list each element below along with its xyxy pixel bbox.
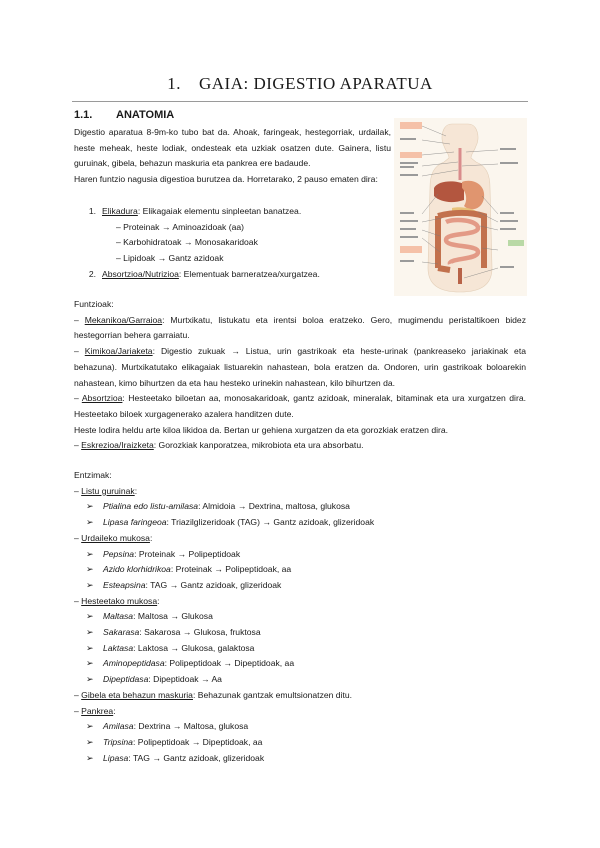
step-term: Absortzioa/Nutrizioa — [102, 268, 179, 279]
function-item — [74, 344, 526, 391]
chapter-title-text: GAIA: DIGESTIO APARATUA — [198, 74, 433, 93]
section-heading — [74, 109, 174, 121]
enzyme-reaction: : Proteinak → Polipeptidoak, aa — [170, 564, 292, 575]
enzyme-reaction: : Polipeptidoak → Dipeptidoak, aa — [132, 736, 263, 747]
group-name: Hesteetako mukosa — [81, 595, 158, 606]
enzyme-name: Lipasa faringeoa — [103, 517, 167, 528]
arrow-bullet-icon: ➢ — [86, 721, 94, 732]
enzyme-item — [74, 499, 526, 515]
enzyme-name: Sakarasa — [103, 627, 140, 638]
enzyme-name: Aminopeptidasa — [103, 658, 165, 669]
enzyme-name: Pepsina — [103, 548, 135, 559]
functions-section — [74, 297, 526, 454]
enzyme-reaction: : Triazilglizeridoak (TAG) → Gantz azidoak, glizeridoak — [166, 517, 375, 528]
arrow-bullet-icon: ➢ — [86, 642, 94, 653]
enzyme-name: Laktasa — [103, 642, 134, 653]
function-term: Kimikoa/Jariaketa — [84, 346, 153, 357]
enzyme-item — [74, 515, 526, 531]
list-number: 1. — [88, 206, 96, 216]
step-term: Elikadura — [102, 206, 138, 216]
enzyme-reaction: : Sakarosa → Glukosa, fruktosa — [139, 627, 261, 638]
enzymes-heading: Entzimak: — [74, 470, 112, 480]
list-subitem: – Karbohidratoak → Monosakaridoak — [116, 237, 258, 248]
enzyme-item — [74, 672, 526, 688]
enzyme-group-title: – Pankrea: — [74, 705, 116, 716]
group-name: Urdaileko mukosa — [81, 532, 150, 543]
item-prefix: – — [74, 440, 82, 451]
digestive-system-diagram — [394, 118, 527, 296]
arrow-bullet-icon: ➢ — [86, 736, 94, 747]
group-description: : Behazunak gantzak emultsionatzen ditu. — [192, 689, 353, 700]
enzyme-item — [74, 719, 526, 735]
enzyme-group-title: – Urdaileko mukosa: — [74, 532, 153, 543]
digestive-system-illustration — [394, 118, 527, 296]
group-name: Gibela eta behazun maskuria — [81, 689, 193, 700]
section-title: ANATOMIA — [116, 109, 175, 121]
enzyme-item — [74, 641, 526, 657]
list-subitem: – Lipidoak → Gantz azidoak — [116, 253, 224, 264]
enzyme-group-title: – Gibela eta behazun maskuria: Behazunak gantzak emultsionatzen ditu. — [74, 689, 353, 700]
chapter-title — [0, 74, 600, 94]
enzyme-name: Tripsina — [103, 736, 133, 747]
function-text: : Digestio zukuak → Listua, urin gastrikoak eta heste-urinak (pankreaseko jariakinak eta behazuna). Murtxikatutako elikagaiak listuarekin nahastean, bola eratzen da. Ondoren, urin gastrikoak boloarekin nahastean, kimo bihurtzen da eta hau hesteko urinekin nahastean, kilo bihurtzen da. — [74, 346, 526, 388]
enzyme-group-title: – Listu guruinak: — [74, 485, 138, 496]
enzyme-item — [74, 735, 526, 751]
enzyme-name: Amilasa — [103, 721, 134, 732]
enzyme-name: Dipeptidasa — [103, 674, 149, 685]
function-text: : Hesteetako biloetan aa, monosakaridoak, gantz azidoak, mineralak, bitaminak eta ura xurgatzen dira. Hesteetako biloek xurgagenerako azalera handitzen dute. — [74, 393, 526, 419]
function-term: Absortzioa — [81, 393, 123, 404]
step-text: : Elementuak barneratzea/xurgatzea. — [178, 268, 320, 279]
function-term: Mekanikoa/Garraioa — [84, 314, 163, 325]
arrow-bullet-icon: ➢ — [86, 752, 94, 763]
intro-paragraphs — [74, 125, 391, 188]
enzyme-name: Azido klorhidrikoa — [103, 564, 171, 575]
list-item — [74, 267, 394, 283]
arrow-bullet-icon: ➢ — [86, 627, 94, 638]
enzyme-reaction: : Dipeptidoak → Aa — [148, 674, 222, 685]
enzyme-name: Lipasa — [103, 752, 129, 763]
arrow-bullet-icon: ➢ — [86, 517, 94, 528]
enzymes-section — [74, 468, 526, 766]
enzyme-name: Esteapsina — [103, 579, 146, 590]
enzyme-reaction: : Proteinak → Polipeptidoak — [134, 548, 241, 559]
step-text: : Elikagaiak elementu sinpleetan banatzea. — [137, 206, 302, 216]
function-note: Heste lodira heldu arte kiloa likidoa da. Bertan ur gehiena xurgatzen da eta gorozkiak eratzen dira. — [74, 424, 449, 435]
enzyme-group-title: – Hesteetako mukosa: — [74, 595, 160, 606]
function-term: Eskrezioa/Iraizketa — [81, 440, 154, 451]
arrow-bullet-icon: ➢ — [86, 501, 94, 512]
function-text: : Gorozkiak kanporatzea, mikrobiota eta ura absorbatu. — [153, 440, 364, 451]
list-number: 2. — [88, 268, 96, 279]
digestion-steps-list — [74, 204, 394, 282]
arrow-bullet-icon: ➢ — [86, 564, 94, 575]
list-subitem: – Proteinak → Aminoazidoak (aa) — [116, 221, 245, 232]
arrow-bullet-icon: ➢ — [86, 658, 94, 669]
enzyme-name: Ptialina edo listu-amilasa — [103, 501, 199, 512]
enzyme-reaction: : TAG → Gantz azidoak, glizeridoak — [145, 579, 282, 590]
title-divider — [72, 101, 528, 102]
function-item — [74, 313, 526, 344]
group-name: Listu guruinak — [81, 485, 135, 496]
enzyme-name: Maltasa — [103, 611, 134, 622]
functions-heading: Funtzioak: — [74, 299, 114, 309]
enzyme-item — [74, 751, 526, 767]
enzyme-reaction: : Maltosa → Glukosa — [133, 611, 213, 622]
arrow-bullet-icon: ➢ — [86, 548, 94, 559]
section-number: 1.1. — [74, 109, 93, 121]
arrow-bullet-icon: ➢ — [86, 674, 94, 685]
enzyme-reaction: : TAG → Gantz azidoak, glizeridoak — [128, 752, 265, 763]
enzyme-item — [74, 547, 526, 563]
enzyme-item — [74, 609, 526, 625]
enzyme-item — [74, 656, 526, 672]
item-prefix: – — [74, 314, 85, 325]
function-item — [74, 438, 526, 454]
chapter-number: 1. — [167, 74, 181, 93]
intro-paragraph: Digestio aparatua 8-9m-ko tubo bat da. Ahoak, faringeak, hestegorriak, urdailak, heste meheak, heste lodiak, ondesteak eta uzkiak osatzen dute. Gainera, listu guruinak, gibela, behazun maskuria eta pankrea ere badaude. — [74, 127, 391, 169]
intro-paragraph: Haren funtzio nagusia digestioa burutzea da. Horretarako, 2 pauso ematen dira: — [74, 174, 378, 185]
item-prefix: – — [74, 393, 82, 404]
list-item — [74, 204, 394, 220]
function-text: : Murtxikatu, listukatu eta irentsi boloa eratzeko. Gero, mugimendu peristaltikoen bidez hestegorrian behera garraiatu. — [74, 314, 526, 341]
enzyme-item — [74, 625, 526, 641]
arrow-bullet-icon: ➢ — [86, 611, 94, 622]
enzyme-reaction: : Dextrina → Maltosa, glukosa — [133, 721, 249, 732]
enzyme-reaction: : Polipeptidoak → Dipeptidoak, aa — [164, 658, 295, 669]
enzyme-reaction: : Laktosa → Glukosa, galaktosa — [133, 642, 255, 653]
group-name: Pankrea — [81, 705, 114, 716]
enzyme-item — [74, 562, 526, 578]
enzyme-item — [74, 578, 526, 594]
arrow-bullet-icon: ➢ — [86, 579, 94, 590]
item-prefix: – — [74, 346, 85, 357]
function-item — [74, 391, 526, 422]
enzyme-reaction: : Almidoia → Dextrina, maltosa, glukosa — [198, 501, 350, 512]
